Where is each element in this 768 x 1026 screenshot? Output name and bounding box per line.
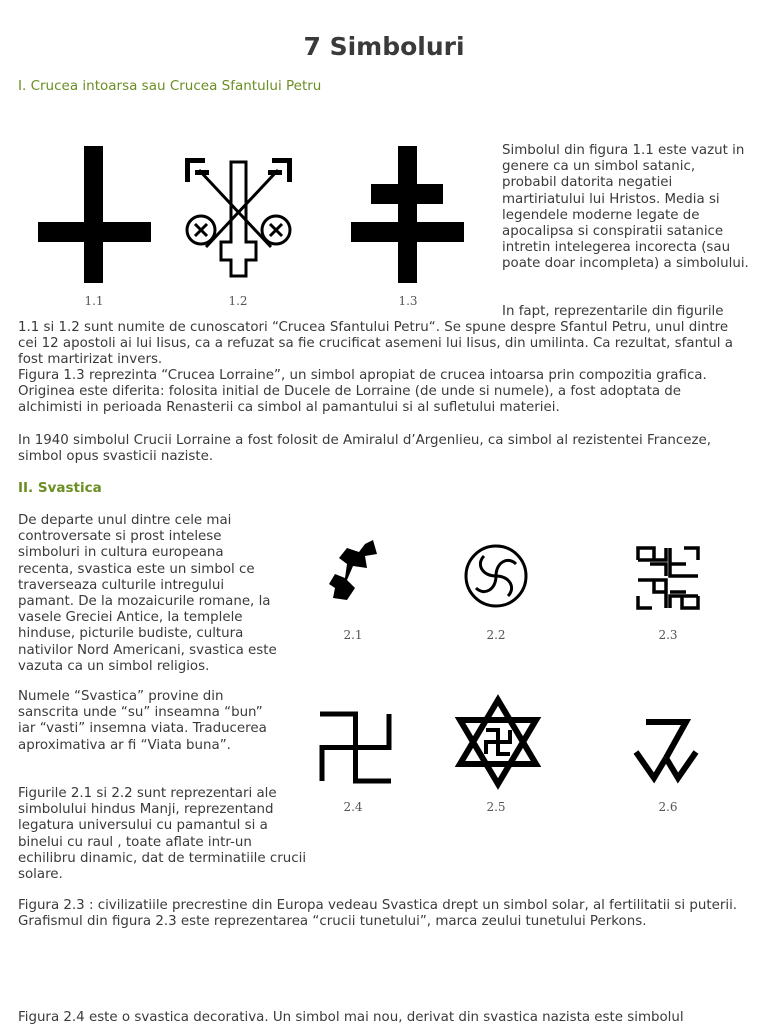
lorraine-cross-figure bbox=[351, 146, 464, 283]
inverted-cross-figure bbox=[38, 146, 151, 283]
fig-caption: 1.3 bbox=[398, 294, 418, 308]
crossed-keys-figure bbox=[181, 152, 296, 278]
fig-caption: 2.3 bbox=[658, 628, 678, 642]
section-heading-cross: I. Crucea intoarsa sau Crucea Sfantului Petru bbox=[18, 78, 322, 94]
paragraph-line: Grafismul din figura 2.3 este reprezentarea “crucii tunetului”, marca zeului tunetului Perkons. bbox=[18, 914, 647, 929]
paragraph-line: 1.1 si 1.2 sunt numite de cunoscatori “Crucea Sfantului Petru“. Se spune despre Sfantul Petru, unul dintre bbox=[18, 320, 729, 335]
manji-figure-2 bbox=[464, 544, 528, 608]
fig-caption: 1.1 bbox=[84, 294, 104, 308]
paragraph-line: Figura 2.4 este o svastica decorativa. Un simbol mai nou, derivat din svastica nazista este simbolul bbox=[18, 1010, 684, 1025]
page-title: 7 Simboluri bbox=[303, 32, 465, 61]
paragraph-line: In fapt, reprezentarile din figurile bbox=[502, 304, 724, 319]
fig-caption: 2.1 bbox=[343, 628, 363, 642]
thunder-cross-figure bbox=[636, 546, 700, 610]
fig-caption: 2.4 bbox=[343, 800, 363, 814]
fig-caption: 2.6 bbox=[658, 800, 678, 814]
paragraph-line: alchimisti in perioada Renasterii ca simbol al pamantului si al sufletului materiei. bbox=[18, 400, 560, 415]
paragraph-line: Figura 1.3 reprezinta “Crucea Lorraine”, un simbol apropiat de crucea intoarsa prin compozitia grafica. bbox=[18, 368, 707, 383]
paragraph-line: fost martirizat invers. bbox=[18, 352, 163, 367]
paragraph-line: Figura 2.3 : civilizatiile precrestine din Europa vedeau Svastica drept un simbol solar, al fertilitatii si puterii. bbox=[18, 898, 738, 913]
paragraph-satanic-symbol: Simbolul din figura 1.1 este vazut in genere ca un simbol satanic, probabil datorita negatiei martiriatului lui Hristos. Media si legendele moderne legate de apocalipsa si conspiratii satanice intretin intelegerea incorecta (sau poate doar incompleta) a simbolului. bbox=[502, 143, 749, 272]
paragraph-svastica-intro: De departe unul dintre cele mai controversate si prost intelese simboluri in cultura europeana recenta, svastica este un simbol ce traverseaza culturile intregului pamant. De la mozaicurile romane, la vasele Greciei Antice, la templele hinduse, picturile budiste, cultura nativilor Nord Americani, svastica este vazuta ca un simbol religios. bbox=[18, 513, 277, 674]
manji-figure-1 bbox=[329, 540, 379, 604]
paragraph-svastica-name: Numele “Svastica” provine din sanscrita unde “su” inseamna “bun” iar “vasti” insemna viata. Traducerea aproximativa ar fi “Viata buna”. bbox=[18, 689, 267, 753]
decorative-svastica-figure bbox=[318, 710, 393, 785]
fig-caption: 2.5 bbox=[486, 800, 506, 814]
paragraph-line: simbol opus svasticii naziste. bbox=[18, 449, 214, 464]
section-heading-svastica: II. Svastica bbox=[18, 480, 102, 496]
paragraph-manji: Figurile 2.1 si 2.2 sunt reprezentari ale simbolului hindus Manji, reprezentand legatura universului cu pamantul si a binelui cu raul , toate aflate intr-un echilibru dinamic, dat de terminatiile crucii solare. bbox=[18, 786, 307, 883]
triskelion-figure bbox=[634, 718, 698, 780]
paragraph-line: cei 12 apostoli ai lui Iisus, ca a refuzat sa fie crucificat asemeni lui Iisus, din umilinta. Ca rezultat, sfantul a bbox=[18, 336, 733, 351]
paragraph-line: In 1940 simbolul Crucii Lorraine a fost folosit de Amiralul d’Argenlieu, ca simbol al rezistentei Franceze, bbox=[18, 433, 712, 448]
fig-caption: 1.2 bbox=[228, 294, 248, 308]
star-svastica-figure bbox=[456, 696, 540, 788]
fig-caption: 2.2 bbox=[486, 628, 506, 642]
paragraph-line: Originea este diferita: folosita initial de Ducele de Lorraine (de unde si numele), a fost adoptata de bbox=[18, 384, 682, 399]
